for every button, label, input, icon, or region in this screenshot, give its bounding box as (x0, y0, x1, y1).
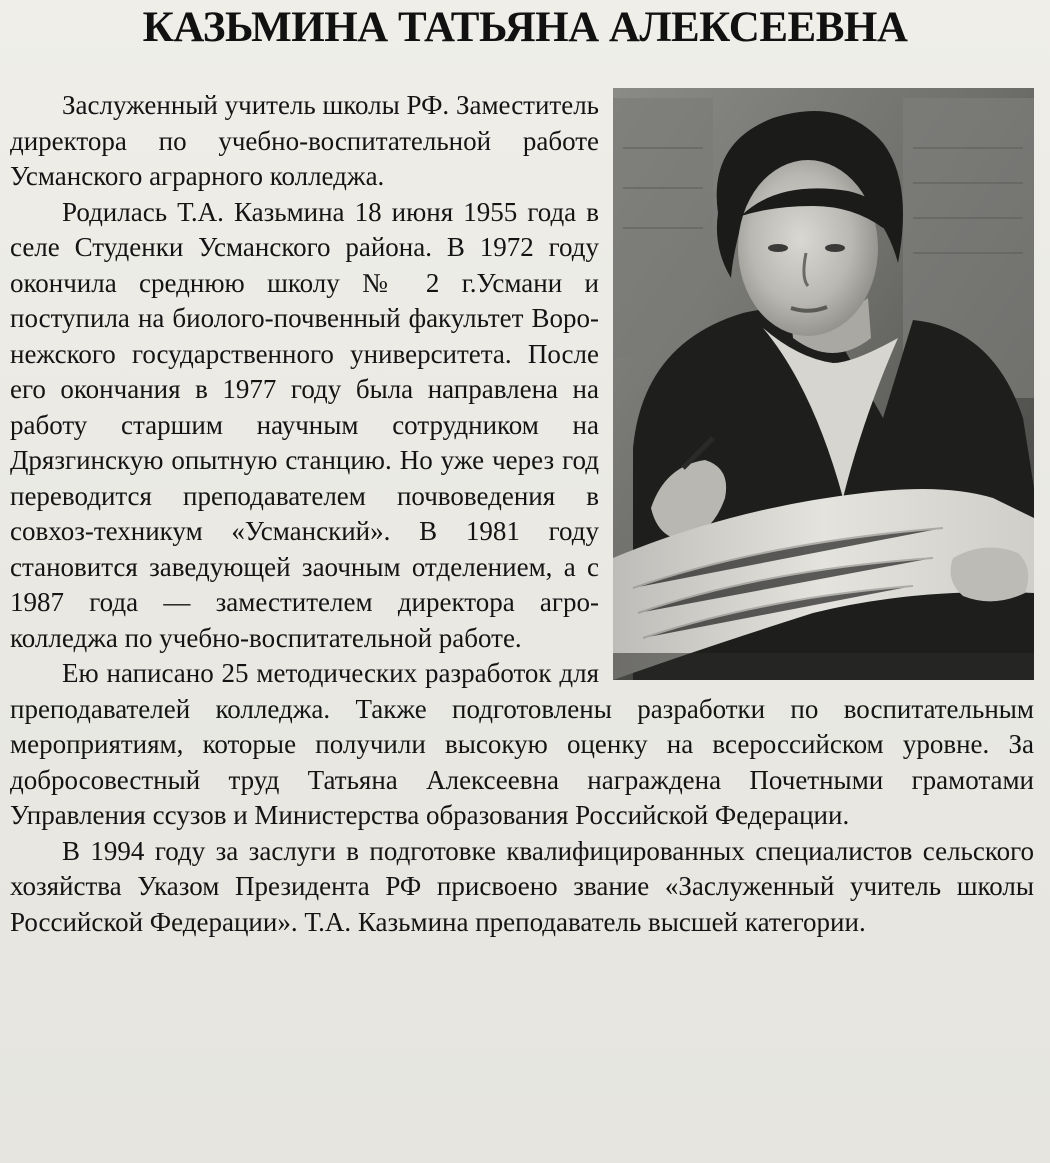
person-name-heading: КАЗЬМИНА ТАТЬЯНА АЛЕКСЕЕВНА (142, 4, 908, 51)
portrait-image (613, 88, 1034, 680)
portrait-photo (613, 88, 1034, 680)
biography-text (10, 88, 1034, 940)
paragraph-award: В 1994 году за заслуги в подготовке квалифицированных специалистов сельского хозяйства Указом Президента РФ присвоено звание «Заслуженный учитель школы Российской Федерации». Т.А. Казьмина преподаватель высшей категории. (10, 835, 1034, 937)
paragraph-achievements: Ею написано 25 методических разработок для преподавателей колледжа. Также подготовлены разработки по воспитательным мероприятиям, которые получили высокую оценку на всероссийском уровне. За добросовестный труд Татьяна Алексеевна награждена Почетными грамотами Управления ссузов и Министерства образования Российской Федерации. (10, 658, 1034, 830)
paragraph-biography: Родилась Т.А. Казьмина 18 июня 1955 года в селе Студенки Усманского района. В 1972 году окончила среднюю школу № 2 г.Усмани и поступила на биолого-почвенный факультет Воронежского государственного университета. После его окончания в 1977 году была направлена на работу старшим научным сотрудником на Дрязгинскую опытную станцию. Но уже через год переводится преподавателем почвоведения в совхоз-техникум «Усманский». В 1981 году становится заведующей заочным отделением, а с 1987 года — заместителем директора агроколледжа по учебно-воспитательной работе. (10, 196, 599, 653)
paragraph-title-role: Заслуженный учитель школы РФ. Заместитель директора по учебно-воспитательной работе Усманского аграрного колледжа. (10, 90, 599, 191)
